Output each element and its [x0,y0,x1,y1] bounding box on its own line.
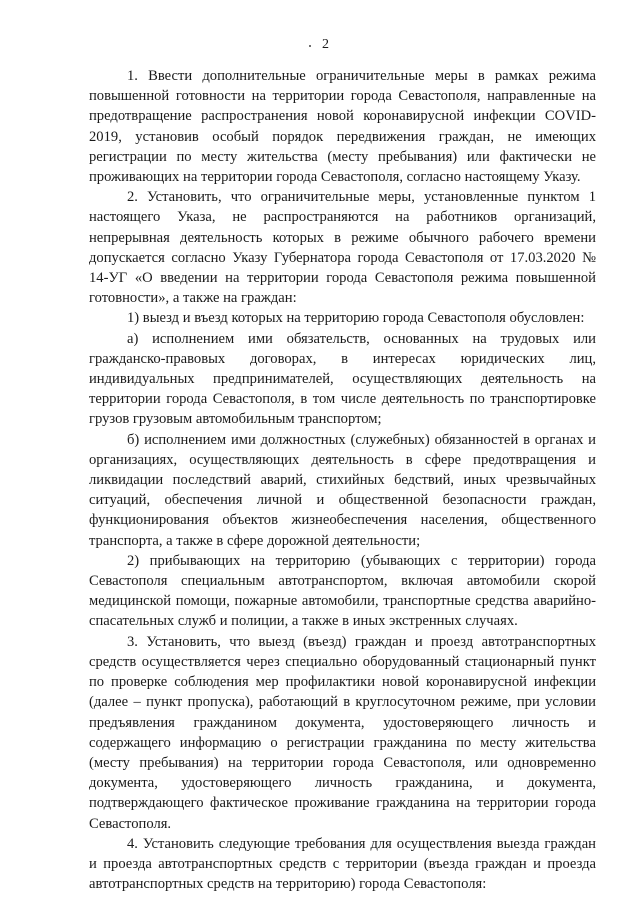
document-body [89,66,596,894]
paragraph-3: 3. Установить, что выезд (въезд) граждан и проезд автотранспортных средств осуществляется через специально оборудованный стационарный пункт по проверке соблюдения мер профилактики новой коронавирусной инфекции (далее – пункт пропуска), работающий в круглосуточном режиме, при условии предъявления гражданином документа, удостоверяющего личность и содержащего информацию о регистрации гражданина по месту жительства (месту пребывания) на территории города Севастополя, или одновременно документа, удостоверяющего личность гражданина, и документа, подтверждающего фактическое проживание гражданина на территории города Севастополя. [89,633,596,832]
paragraph-1: 1. Ввести дополнительные ограничительные меры в рамках режима повышенной готовности на территории города Севастополя, направленные на предотвращение распространения новой коронавирусной инфекции COVID-2019, установив особый порядок передвижения граждан, не имеющих регистрации по месту жительства (месту пребывания) или фактически не проживающих на территории города Севастополя, согласно настоящему Указу. [89,68,596,186]
page-number: 2 [322,37,329,52]
scan-speck [309,45,311,47]
paragraph-2-item-2: 2) прибывающих на территорию (убывающих с территории) города Севастополя специальным автотранспортом, включая автомобили скорой медицинской помощи, пожарные автомобили, транспортные средства аварийно-спасательных служб и полиции, а также в иных экстренных случаях. [89,552,596,630]
paragraph-2-item-1b: б) исполнением ими должностных (служебных) обязанностей в органах и организациях, осуществляющих деятельность в сфере предотвращения и ликвидации последствий аварий, стихийных бедствий, иных чрезвычайных ситуаций, обеспечения личной и общественной безопасности граждан, функционирования объектов жизнеобеспечения населения, общественного транспорта, а также в сфере дорожной деятельности; [89,431,596,549]
paragraph-4: 4. Установить следующие требования для осуществления выезда граждан и проезда автотранспортных средств с территории (въезда граждан и проезда автотранспортных средств на территорию) города Севастополя: [89,835,596,893]
paragraph-2-item-1a: а) исполнением ими обязательств, основанных на трудовых или гражданско-правовых договорах, в интересах юридических лиц, индивидуальных предпринимателей, осуществляющих деятельность на территории города Севастополя, в том числе деятельность по транспортировке грузов грузовым автомобильным транспортом; [89,330,596,428]
paragraph-2: 2. Установить, что ограничительные меры, установленные пунктом 1 настоящего Указа, не распространяются на работников организаций, непрерывная деятельность которых в режиме обычного рабочего времени допускается согласно Указу Губернатора города Севастополя от 17.03.2020 № 14-УГ «О введении на территории города Севастополя режима повышенной готовности», а также на граждан: [89,189,596,307]
paragraph-2-item-1: 1) выезд и въезд которых на территорию города Севастополя обусловлен: [127,310,585,327]
